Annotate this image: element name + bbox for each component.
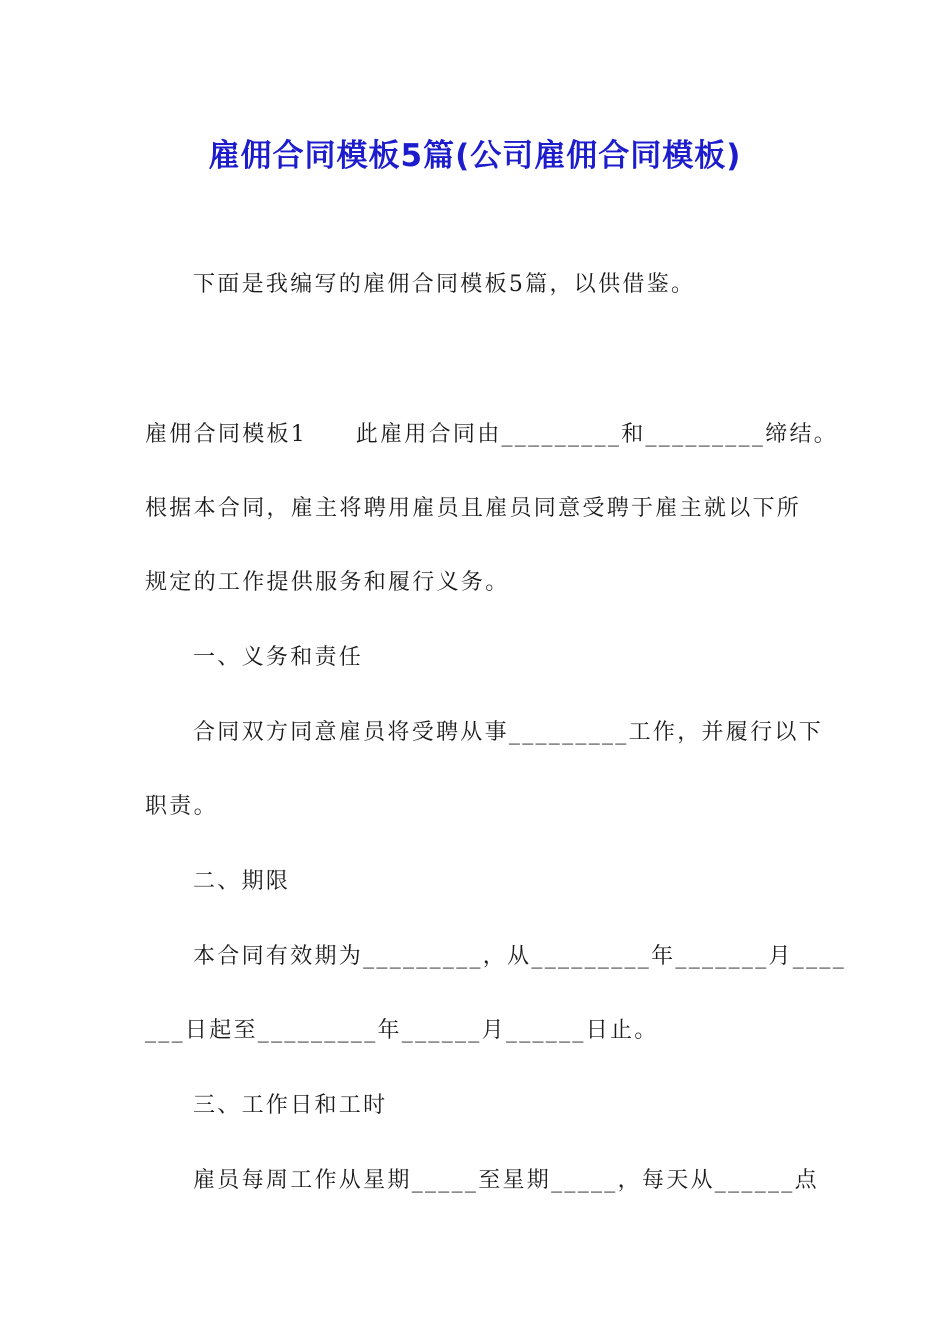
section-heading-term: 二、期限 <box>193 869 291 894</box>
section-heading-hours: 三、工作日和工时 <box>193 1093 388 1118</box>
template-1-heading-line: 雇佣合同模板1 此雇用合同由_________和_________缔结。 <box>145 422 839 447</box>
body-line: 合同双方同意雇员将受聘从事_________工作，并履行以下 <box>193 720 824 745</box>
document-title: 雇佣合同模板5篇(公司雇佣合同模板) <box>208 138 742 174</box>
body-line: 雇员每周工作从星期_____至星期_____，每天从______点 <box>193 1168 819 1193</box>
body-line: ___日起至_________年______月______日止。 <box>145 1018 659 1043</box>
body-line: 职责。 <box>145 794 218 819</box>
body-line: 根据本合同，雇主将聘用雇员且雇员同意受聘于雇主就以下所 <box>145 496 802 521</box>
body-line: 本合同有效期为_________，从_________年_______月____ <box>193 944 847 969</box>
body-line: 规定的工作提供服务和履行义务。 <box>145 570 510 595</box>
intro-line: 下面是我编写的雇佣合同模板5篇，以供借鉴。 <box>193 272 696 297</box>
section-heading-duties: 一、义务和责任 <box>193 645 364 670</box>
